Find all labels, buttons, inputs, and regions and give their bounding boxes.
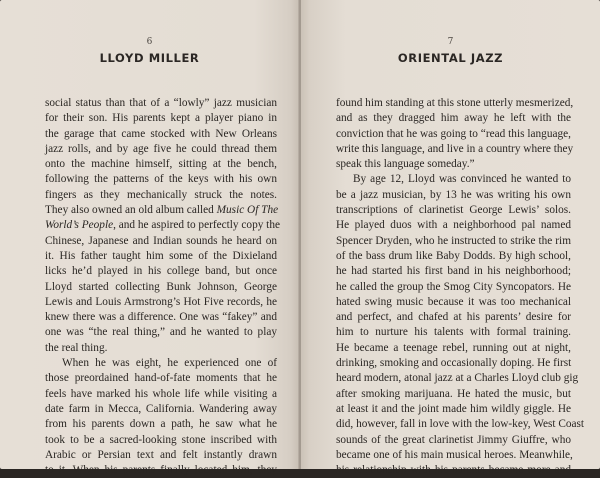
text-line: conviction that he was going to “read this language, <box>336 127 571 140</box>
text-line: his relationship with his parents became more and <box>336 464 571 477</box>
text-line: jazz rolls, and by age five he could thread them <box>45 142 277 155</box>
text-line: date farm in Mecca, California. Wandering away <box>45 402 277 415</box>
text-line: to it. When his parents finally located him, they <box>45 464 277 477</box>
text-line: of the bass drum like Baby Dodds. By high school, <box>336 249 571 262</box>
text-line: he had started his first band in his neighborhood; <box>336 265 571 278</box>
text-line: it. His father taught him some of the Dixieland <box>45 249 277 262</box>
text-line: did, however, fall in love with the low-key, West Coast <box>336 418 585 431</box>
text-line: licks he’d played in his college band, but once <box>45 265 277 278</box>
text-line: the garage that came stocked with New Orleans <box>45 127 277 140</box>
text-line: Lloyd started collecting Bunk Johnson, George <box>45 280 277 293</box>
text-line: By age 12, Lloyd was convinced he wanted to <box>353 173 571 186</box>
text-line: hated swing music because it was too mechanical <box>336 295 571 308</box>
text-line: feels have marked his whole life while visiting a <box>45 387 277 400</box>
text-line: Lewis and Louis Armstrong’s Hot Five records, he <box>45 295 277 308</box>
text-line: social status than that of a “lowly” jazz musician <box>45 97 277 109</box>
running-head-left: LLOYD MILLER <box>99 51 200 65</box>
text-line: speak this language someday.” <box>336 158 475 171</box>
text-line: the real thing. <box>45 341 108 354</box>
page-number-right: 7 <box>447 37 454 47</box>
text-line: World’s People, and he aspired to perfectly copy the <box>45 219 280 232</box>
text-line: They also owned an old album called Music Of The <box>45 204 279 217</box>
text-line: took to be a sacred-looking stone inscribed with <box>45 433 277 446</box>
text-line: fingers as they mechanically struck the notes. <box>45 188 277 201</box>
text-line: He became a teenage rebel, running out at night, <box>336 341 571 354</box>
text-line: one was “the real thing,” and he wanted to play <box>45 326 277 339</box>
left-page-body <box>45 96 280 478</box>
text-line: sounds of the great clarinetist Jimmy Giuffre, who <box>336 433 571 446</box>
page-number-left: 6 <box>146 37 153 47</box>
text-line: heard modern, atonal jazz at a Charles Lloyd club gig <box>336 372 579 385</box>
text-line: write this language, and live in a country where they <box>336 142 574 155</box>
text-line: When he was eight, he experienced one of <box>62 357 277 370</box>
text-line: for their son. His parents kept a player piano in <box>45 112 277 125</box>
text-line: Spencer Dryden, who he instructed to strike the rim <box>336 234 571 247</box>
text-line: He played duos with a neighborhood pal named <box>336 219 571 232</box>
text-line: following the patterns of the keys with his own <box>45 173 277 186</box>
text-line: be a jazz musician, by 13 he was writing his own <box>336 188 571 201</box>
book-title-italic: World’s People <box>45 219 114 232</box>
text-line: and as they dragged him away he left with the <box>336 112 571 125</box>
text-line: became one of his main musical heroes. Meanwhile, <box>336 448 573 461</box>
text-line: at least it and the joint made him wildly giggle. He <box>336 402 571 415</box>
text-line: after smoking marijuana. He hated the music, but <box>336 387 571 400</box>
text-line: those preordained hand-of-fate moments that he <box>45 372 277 385</box>
text-line: onto the machine himself, sitting at the bench, <box>45 158 277 171</box>
text-line: Chinese, Japanese and Indian sounds he heard on <box>45 234 277 247</box>
left-page <box>0 0 299 477</box>
text-line: drinking, smoking and occasionally doping. He first <box>336 357 572 370</box>
text-line: from his parents down a path, he saw what he <box>45 418 277 431</box>
running-head-right: ORIENTAL JAZZ <box>397 51 504 65</box>
book-title-italic: Music Of The <box>216 204 279 217</box>
text-line: and perfect, and chafed at his parents’ desire for <box>336 311 571 324</box>
text-line: Arabic or Persian text and felt instantly drawn <box>45 448 277 461</box>
right-page <box>301 0 600 477</box>
text-line: him to nurture his talents with formal training. <box>336 326 571 339</box>
text-line: transcriptions of clarinetist George Lewis’ solos. <box>336 204 571 217</box>
right-page-body <box>336 96 585 478</box>
text-line: found him standing at this stone utterly mesmerized, <box>336 97 574 109</box>
text-line: knew there was a difference. One was “fakey” and <box>45 311 277 324</box>
text-line: he called the group the Smog City Syncopators. He <box>336 280 571 293</box>
